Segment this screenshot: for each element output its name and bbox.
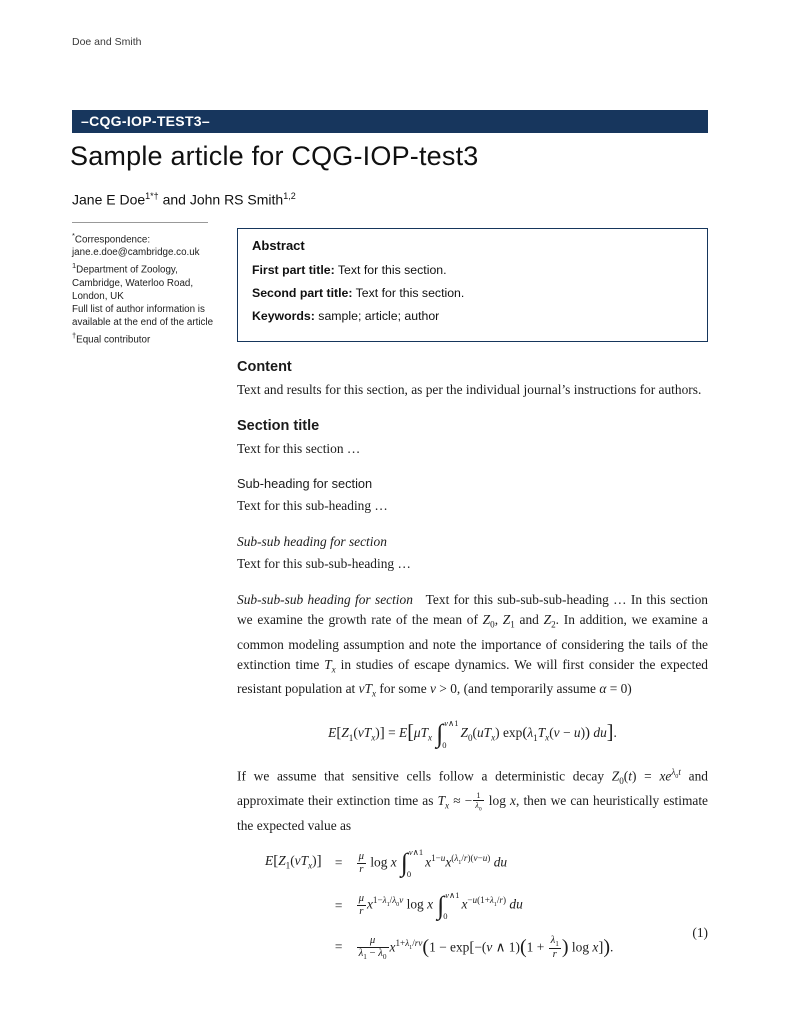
abstract-item-text: Text for this section.: [355, 286, 465, 300]
running-head: Doe and Smith: [72, 36, 142, 48]
abstract-item: [252, 262, 693, 278]
equation-lhs: $E[Z_1(vT_x)]$: [265, 852, 322, 871]
affiliation-line: London, UK: [72, 290, 124, 302]
equation-number: (1): [692, 925, 708, 941]
equal-contributor-note: †Equal contributor: [72, 330, 151, 345]
affiliation-line: Cambridge, Waterloo Road,: [72, 277, 194, 289]
journal-banner: –CQG-IOP-TEST3–: [72, 110, 708, 133]
abstract-heading: Abstract: [252, 238, 305, 253]
content-heading: Content: [237, 359, 292, 375]
author-info-note: available at the end of the article: [72, 316, 214, 328]
section-paragraph: Text for this section …: [237, 441, 361, 456]
abstract-item-label: Second part title:: [252, 286, 353, 300]
equation-rhs: $\frac{\mu}{r}$ log x ∫ v∧1 0 $x^{1-u}x^{(\lambda_1/r)(v-u)}$ du: [358, 847, 508, 879]
abstract-item-label: First part title:: [252, 263, 335, 277]
equation-rhs: $\frac{\mu}{\lambda_1 - \lambda_0}$ $x^{1+\lambda_1/rv}(1 - \exp[-(v$ ∧ 1)(1 + $\frac{\lambda_1}{r}$ ) log x]).: [358, 934, 614, 962]
content-paragraph: Text and results for this section, as per the individual journal’s instructions for authors.: [237, 382, 702, 397]
equals-sign: =: [334, 938, 343, 954]
abstract-item-text: sample; article; author: [318, 309, 440, 323]
abstract-keywords: [252, 308, 693, 324]
abstract-item: [252, 285, 693, 301]
equals-sign: =: [334, 855, 343, 871]
subsection-paragraph: Text for this sub-heading …: [237, 498, 388, 513]
body-paragraph: If we assume that sensitive cells follow a deterministic decay $Z_0(t) = xe^{\lambda_0t}$ and approximate their extinction time as $T_x$ ≈ − $\frac{1}{\lambda_0}$ log x, then we can heuristically estimate the expected value as: [237, 767, 708, 833]
article-body: [237, 357, 708, 961]
correspondence-block: [72, 229, 230, 346]
author-line: Jane E Doe$^{1*\dagger}$ and John RS Smith$^{1,2}$: [72, 191, 296, 208]
equals-sign: =: [334, 897, 343, 913]
abstract-item-label: Keywords:: [252, 309, 315, 323]
abstract-item-text: Text for this section.: [337, 263, 447, 277]
correspondence-email: jane.e.doe@cambridge.co.uk: [72, 247, 200, 259]
section-heading: Section title: [237, 418, 320, 434]
correspondence-line: *Correspondence:: [72, 231, 151, 246]
body-paragraph: Sub-sub-sub heading for section Text for this sub-sub-sub-heading … In this section we examine the growth rate of the mean of $Z_0$, $Z_1$ and $Z_2$. In addition, we examine a common modeling assumption and note the importance of considering the tails of the extinction time $T_x$ in studies of escape dynamics. We will first consider the expected resistant population at $vT_x$ for some v > 0, (and temporarily assume α = 0): [237, 592, 709, 700]
author-info-note: Full list of author information is: [72, 303, 205, 315]
subsubsection-paragraph: Text for this sub-sub-heading …: [237, 556, 411, 571]
affiliation-line: $^1$Department of Zoology,: [72, 261, 178, 276]
subsubsection-heading: Sub-sub heading for section: [237, 534, 387, 549]
display-equation: $E[Z_1(vT_x)] = E[\mu T_x$ ∫ v∧1 0 $Z_0(uT_x) \exp(\lambda_1T_x(v - u))$ du].: [328, 718, 617, 750]
abstract-box: [237, 228, 708, 342]
equation-array: [265, 848, 708, 961]
margin-rule: [72, 222, 208, 223]
article-title: Sample article for CQG-IOP-test3: [70, 141, 479, 171]
subsection-heading: Sub-heading for section: [237, 476, 373, 491]
equation-rhs: $\frac{\mu}{r}$ $x^{1-\lambda_1/\lambda_0v}$ log x ∫ v∧1 0 $x^{-u(1+\lambda_1/r)}$ du: [358, 889, 523, 922]
